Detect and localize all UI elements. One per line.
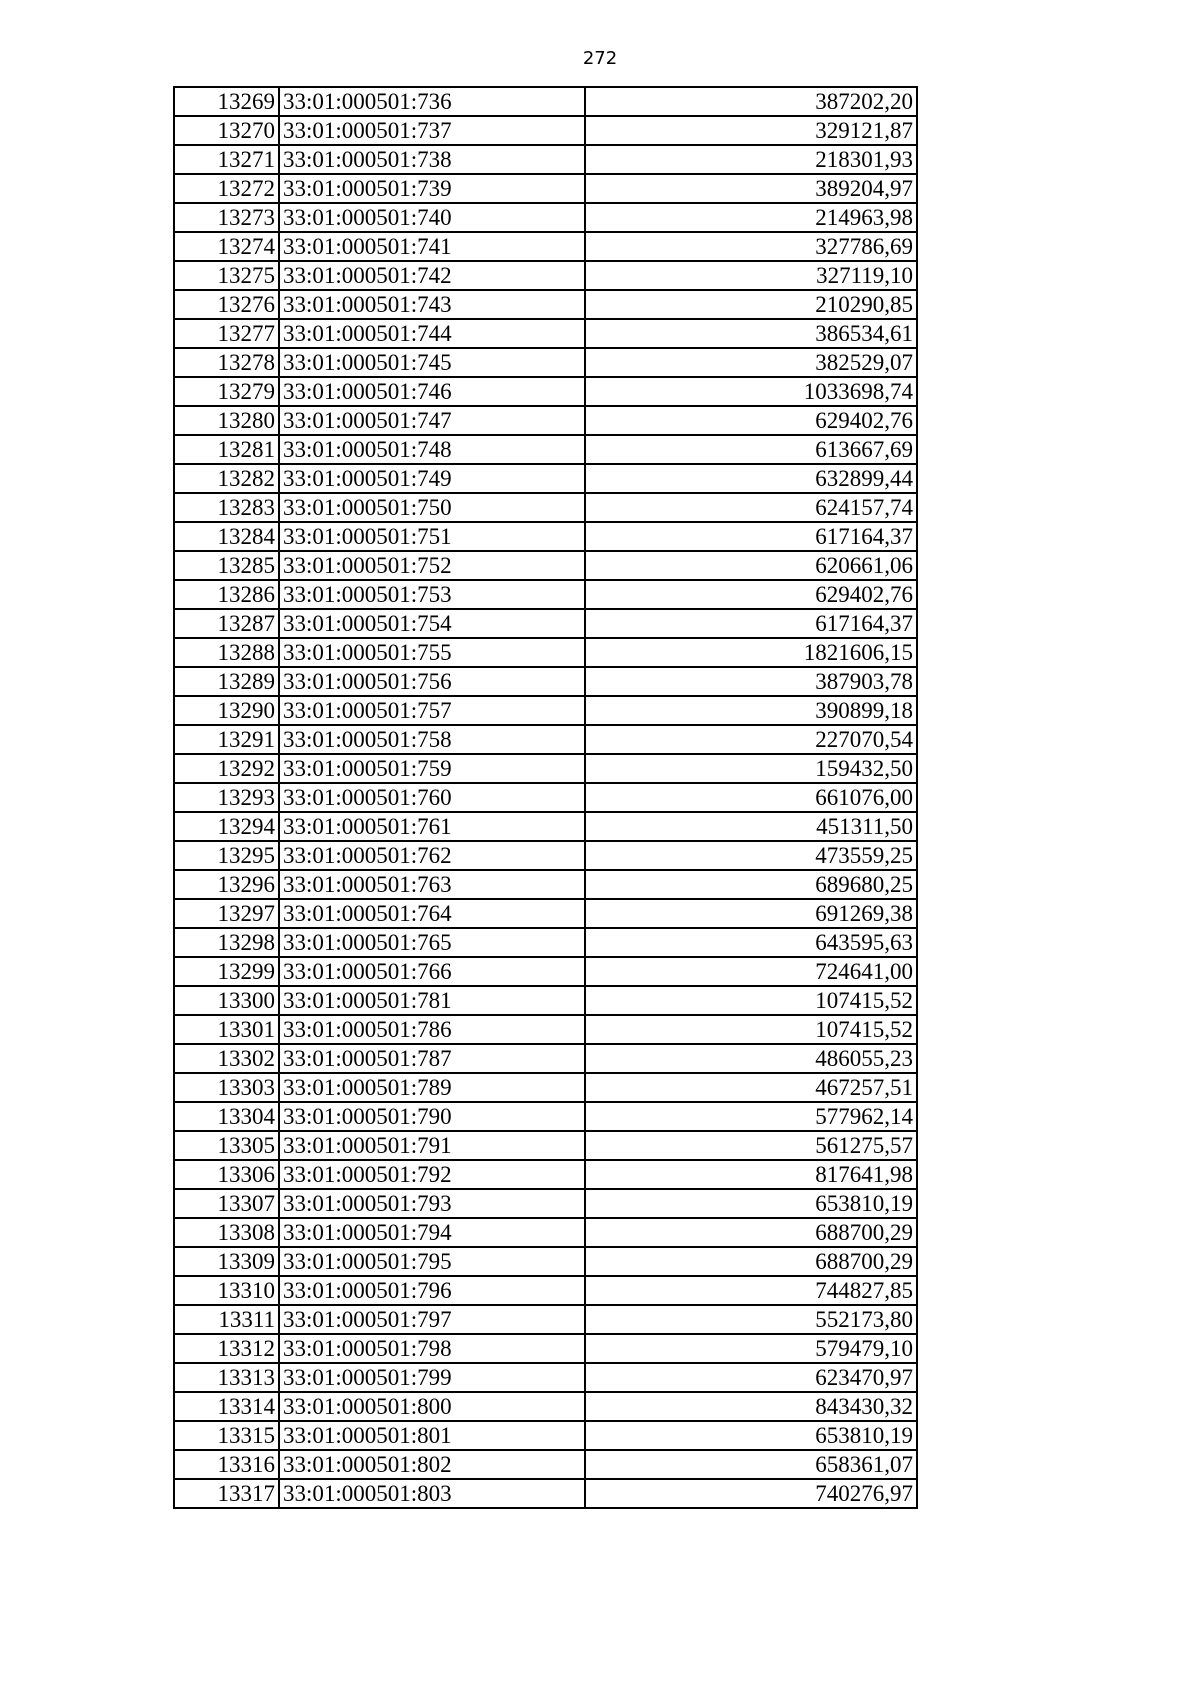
table-row — [174, 1479, 917, 1508]
cadastral-number-cell: 33:01:000501:763 — [279, 870, 585, 899]
cadastral-number-cell: 33:01:000501:753 — [279, 580, 585, 609]
row-number-cell: 13309 — [174, 1247, 279, 1276]
value-cell: 653810,19 — [585, 1421, 917, 1450]
value-cell: 629402,76 — [585, 406, 917, 435]
cadastral-number-cell: 33:01:000501:787 — [279, 1044, 585, 1073]
cadastral-number-cell: 33:01:000501:744 — [279, 319, 585, 348]
table-row — [174, 522, 917, 551]
table-row — [174, 1421, 917, 1450]
value-cell: 1033698,74 — [585, 377, 917, 406]
cadastral-number-cell: 33:01:000501:797 — [279, 1305, 585, 1334]
cadastral-number-cell: 33:01:000501:737 — [279, 116, 585, 145]
row-number-cell: 13279 — [174, 377, 279, 406]
table-row — [174, 783, 917, 812]
table-row — [174, 435, 917, 464]
cadastral-number-cell: 33:01:000501:796 — [279, 1276, 585, 1305]
table-row — [174, 493, 917, 522]
value-cell: 387202,20 — [585, 87, 917, 116]
row-number-cell: 13282 — [174, 464, 279, 493]
cadastral-number-cell: 33:01:000501:789 — [279, 1073, 585, 1102]
cadastral-number-cell: 33:01:000501:762 — [279, 841, 585, 870]
row-number-cell: 13303 — [174, 1073, 279, 1102]
cadastral-number-cell: 33:01:000501:759 — [279, 754, 585, 783]
value-cell: 688700,29 — [585, 1247, 917, 1276]
row-number-cell: 13317 — [174, 1479, 279, 1508]
value-cell: 327786,69 — [585, 232, 917, 261]
row-number-cell: 13270 — [174, 116, 279, 145]
table-row — [174, 1044, 917, 1073]
row-number-cell: 13289 — [174, 667, 279, 696]
cadastral-number-cell: 33:01:000501:756 — [279, 667, 585, 696]
value-cell: 620661,06 — [585, 551, 917, 580]
cadastral-number-cell: 33:01:000501:801 — [279, 1421, 585, 1450]
value-cell: 389204,97 — [585, 174, 917, 203]
row-number-cell: 13278 — [174, 348, 279, 377]
value-cell: 724641,00 — [585, 957, 917, 986]
cadastral-number-cell: 33:01:000501:751 — [279, 522, 585, 551]
cadastral-number-cell: 33:01:000501:795 — [279, 1247, 585, 1276]
value-cell: 744827,85 — [585, 1276, 917, 1305]
table-row — [174, 232, 917, 261]
table-row — [174, 348, 917, 377]
table-row — [174, 1218, 917, 1247]
row-number-cell: 13273 — [174, 203, 279, 232]
value-cell: 577962,14 — [585, 1102, 917, 1131]
table-row — [174, 1450, 917, 1479]
value-cell: 623470,97 — [585, 1363, 917, 1392]
row-number-cell: 13310 — [174, 1276, 279, 1305]
row-number-cell: 13301 — [174, 1015, 279, 1044]
table-row — [174, 1160, 917, 1189]
cadastral-number-cell: 33:01:000501:764 — [279, 899, 585, 928]
cadastral-number-cell: 33:01:000501:749 — [279, 464, 585, 493]
table-row — [174, 725, 917, 754]
cadastral-number-cell: 33:01:000501:792 — [279, 1160, 585, 1189]
cadastral-number-cell: 33:01:000501:793 — [279, 1189, 585, 1218]
value-cell: 486055,23 — [585, 1044, 917, 1073]
row-number-cell: 13286 — [174, 580, 279, 609]
row-number-cell: 13311 — [174, 1305, 279, 1334]
table-row — [174, 464, 917, 493]
row-number-cell: 13291 — [174, 725, 279, 754]
value-cell: 691269,38 — [585, 899, 917, 928]
value-cell: 552173,80 — [585, 1305, 917, 1334]
row-number-cell: 13307 — [174, 1189, 279, 1218]
cadastral-number-cell: 33:01:000501:743 — [279, 290, 585, 319]
row-number-cell: 13294 — [174, 812, 279, 841]
value-cell: 1821606,15 — [585, 638, 917, 667]
row-number-cell: 13272 — [174, 174, 279, 203]
table-row — [174, 812, 917, 841]
cadastral-number-cell: 33:01:000501:745 — [279, 348, 585, 377]
row-number-cell: 13296 — [174, 870, 279, 899]
value-cell: 227070,54 — [585, 725, 917, 754]
value-cell: 688700,29 — [585, 1218, 917, 1247]
value-cell: 817641,98 — [585, 1160, 917, 1189]
row-number-cell: 13302 — [174, 1044, 279, 1073]
row-number-cell: 13288 — [174, 638, 279, 667]
row-number-cell: 13281 — [174, 435, 279, 464]
cadastral-number-cell: 33:01:000501:799 — [279, 1363, 585, 1392]
table-row — [174, 1189, 917, 1218]
row-number-cell: 13290 — [174, 696, 279, 725]
row-number-cell: 13300 — [174, 986, 279, 1015]
table-row — [174, 203, 917, 232]
cadastral-number-cell: 33:01:000501:761 — [279, 812, 585, 841]
cadastral-number-cell: 33:01:000501:736 — [279, 87, 585, 116]
cadastral-number-cell: 33:01:000501:758 — [279, 725, 585, 754]
table-row — [174, 261, 917, 290]
row-number-cell: 13274 — [174, 232, 279, 261]
cadastral-number-cell: 33:01:000501:798 — [279, 1334, 585, 1363]
table-row — [174, 1305, 917, 1334]
table-row — [174, 1247, 917, 1276]
table-row — [174, 406, 917, 435]
value-cell: 624157,74 — [585, 493, 917, 522]
table-row — [174, 841, 917, 870]
row-number-cell: 13285 — [174, 551, 279, 580]
cadastral-value-table — [173, 86, 918, 1509]
row-number-cell: 13292 — [174, 754, 279, 783]
cadastral-number-cell: 33:01:000501:739 — [279, 174, 585, 203]
row-number-cell: 13314 — [174, 1392, 279, 1421]
value-cell: 386534,61 — [585, 319, 917, 348]
table-row — [174, 609, 917, 638]
value-cell: 107415,52 — [585, 1015, 917, 1044]
value-cell: 327119,10 — [585, 261, 917, 290]
cadastral-number-cell: 33:01:000501:742 — [279, 261, 585, 290]
cadastral-number-cell: 33:01:000501:757 — [279, 696, 585, 725]
value-cell: 382529,07 — [585, 348, 917, 377]
row-number-cell: 13277 — [174, 319, 279, 348]
cadastral-number-cell: 33:01:000501:748 — [279, 435, 585, 464]
cadastral-number-cell: 33:01:000501:754 — [279, 609, 585, 638]
value-cell: 579479,10 — [585, 1334, 917, 1363]
cadastral-number-cell: 33:01:000501:760 — [279, 783, 585, 812]
cadastral-number-cell: 33:01:000501:786 — [279, 1015, 585, 1044]
row-number-cell: 13312 — [174, 1334, 279, 1363]
table-row — [174, 638, 917, 667]
table-row — [174, 870, 917, 899]
value-cell: 629402,76 — [585, 580, 917, 609]
value-cell: 653810,19 — [585, 1189, 917, 1218]
value-cell: 107415,52 — [585, 986, 917, 1015]
table-body — [174, 87, 917, 1508]
row-number-cell: 13269 — [174, 87, 279, 116]
row-number-cell: 13308 — [174, 1218, 279, 1247]
row-number-cell: 13313 — [174, 1363, 279, 1392]
cadastral-number-cell: 33:01:000501:803 — [279, 1479, 585, 1508]
row-number-cell: 13304 — [174, 1102, 279, 1131]
row-number-cell: 13306 — [174, 1160, 279, 1189]
cadastral-number-cell: 33:01:000501:746 — [279, 377, 585, 406]
row-number-cell: 13283 — [174, 493, 279, 522]
row-number-cell: 13276 — [174, 290, 279, 319]
row-number-cell: 13280 — [174, 406, 279, 435]
value-cell: 390899,18 — [585, 696, 917, 725]
row-number-cell: 13275 — [174, 261, 279, 290]
cadastral-number-cell: 33:01:000501:752 — [279, 551, 585, 580]
cadastral-number-cell: 33:01:000501:765 — [279, 928, 585, 957]
row-number-cell: 13299 — [174, 957, 279, 986]
row-number-cell: 13295 — [174, 841, 279, 870]
cadastral-number-cell: 33:01:000501:766 — [279, 957, 585, 986]
value-cell: 643595,63 — [585, 928, 917, 957]
table-row — [174, 1276, 917, 1305]
table-row — [174, 319, 917, 348]
cadastral-number-cell: 33:01:000501:741 — [279, 232, 585, 261]
table-row — [174, 667, 917, 696]
row-number-cell: 13315 — [174, 1421, 279, 1450]
table-row — [174, 899, 917, 928]
value-cell: 740276,97 — [585, 1479, 917, 1508]
table-row — [174, 145, 917, 174]
value-cell: 210290,85 — [585, 290, 917, 319]
table-row — [174, 174, 917, 203]
table-row — [174, 957, 917, 986]
value-cell: 617164,37 — [585, 522, 917, 551]
value-cell: 613667,69 — [585, 435, 917, 464]
cadastral-number-cell: 33:01:000501:738 — [279, 145, 585, 174]
table-row — [174, 1392, 917, 1421]
table-row — [174, 986, 917, 1015]
row-number-cell: 13298 — [174, 928, 279, 957]
cadastral-number-cell: 33:01:000501:802 — [279, 1450, 585, 1479]
value-cell: 658361,07 — [585, 1450, 917, 1479]
value-cell: 661076,00 — [585, 783, 917, 812]
page-number: 272 — [582, 48, 618, 69]
table-row — [174, 580, 917, 609]
cadastral-number-cell: 33:01:000501:755 — [279, 638, 585, 667]
row-number-cell: 13293 — [174, 783, 279, 812]
table-row — [174, 551, 917, 580]
table-row — [174, 1102, 917, 1131]
table-row — [174, 290, 917, 319]
value-cell: 473559,25 — [585, 841, 917, 870]
cadastral-number-cell: 33:01:000501:740 — [279, 203, 585, 232]
table-row — [174, 116, 917, 145]
cadastral-number-cell: 33:01:000501:781 — [279, 986, 585, 1015]
table-row — [174, 87, 917, 116]
table-row — [174, 1015, 917, 1044]
value-cell: 617164,37 — [585, 609, 917, 638]
cadastral-number-cell: 33:01:000501:790 — [279, 1102, 585, 1131]
row-number-cell: 13305 — [174, 1131, 279, 1160]
value-cell: 159432,50 — [585, 754, 917, 783]
row-number-cell: 13287 — [174, 609, 279, 638]
cadastral-number-cell: 33:01:000501:750 — [279, 493, 585, 522]
value-cell: 214963,98 — [585, 203, 917, 232]
value-cell: 218301,93 — [585, 145, 917, 174]
table-row — [174, 1131, 917, 1160]
table-row — [174, 377, 917, 406]
cadastral-number-cell: 33:01:000501:747 — [279, 406, 585, 435]
row-number-cell: 13316 — [174, 1450, 279, 1479]
value-cell: 632899,44 — [585, 464, 917, 493]
value-cell: 387903,78 — [585, 667, 917, 696]
value-cell: 561275,57 — [585, 1131, 917, 1160]
table-row — [174, 1073, 917, 1102]
row-number-cell: 13284 — [174, 522, 279, 551]
row-number-cell: 13271 — [174, 145, 279, 174]
value-cell: 329121,87 — [585, 116, 917, 145]
table-row — [174, 1334, 917, 1363]
row-number-cell: 13297 — [174, 899, 279, 928]
cadastral-number-cell: 33:01:000501:791 — [279, 1131, 585, 1160]
table-row — [174, 696, 917, 725]
cadastral-number-cell: 33:01:000501:800 — [279, 1392, 585, 1421]
table-row — [174, 1363, 917, 1392]
cadastral-number-cell: 33:01:000501:794 — [279, 1218, 585, 1247]
table-row — [174, 754, 917, 783]
value-cell: 467257,51 — [585, 1073, 917, 1102]
value-cell: 451311,50 — [585, 812, 917, 841]
table-row — [174, 928, 917, 957]
value-cell: 689680,25 — [585, 870, 917, 899]
value-cell: 843430,32 — [585, 1392, 917, 1421]
